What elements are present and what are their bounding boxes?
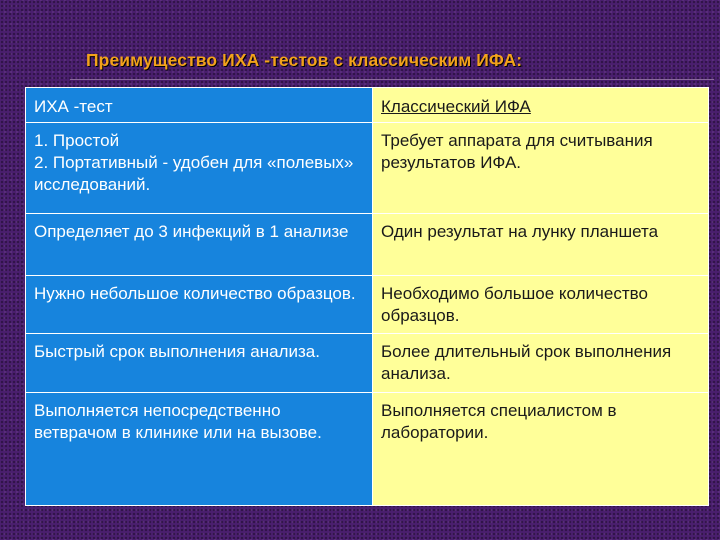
header-cell-iha	[26, 88, 373, 123]
header-ifa-label: Классический ИФА	[381, 97, 531, 116]
ifa-text: Более длительный срок выполнения анализа.	[381, 342, 672, 383]
table-row	[26, 393, 709, 506]
slide-title: Преимущество ИХА -тестов с классическим ИФА:	[86, 50, 523, 70]
iha-cell	[26, 276, 373, 334]
header-iha-label: ИХА -тест	[34, 97, 113, 116]
iha-text: Быстрый срок выполнения анализа.	[34, 342, 320, 361]
table-row	[26, 214, 709, 276]
iha-text: Определяет до 3 инфекций в 1 анализе	[34, 222, 349, 241]
iha-text: Нужно небольшое количество образцов.	[34, 284, 356, 303]
table-row	[26, 276, 709, 334]
iha-cell	[26, 393, 373, 506]
iha-cell	[26, 334, 373, 393]
ifa-text: Выполняется специалистом в лаборатории.	[381, 401, 617, 442]
table-header-row	[26, 88, 709, 123]
table-row	[26, 334, 709, 393]
ifa-cell	[373, 123, 709, 214]
header-cell-ifa	[373, 88, 709, 123]
iha-text: 1. Простой	[34, 131, 120, 150]
ifa-text: Один результат на лунку планшета	[381, 222, 659, 241]
iha-text: Выполняется непосредственно ветврачом в клинике или на вызове.	[34, 401, 322, 442]
ifa-text: Требует аппарата для считывания результатов ИФА.	[381, 131, 653, 172]
iha-cell	[26, 123, 373, 214]
table-row	[26, 123, 709, 214]
comparison-table	[25, 87, 709, 506]
ifa-text: Необходимо большое количество образцов.	[381, 284, 648, 325]
ifa-cell	[373, 276, 709, 334]
ifa-cell	[373, 393, 709, 506]
ifa-cell	[373, 334, 709, 393]
iha-cell	[26, 214, 373, 276]
iha-text: 2. Портативный - удобен для «полевых» исследований.	[34, 153, 354, 194]
title-divider	[70, 79, 714, 80]
ifa-cell	[373, 214, 709, 276]
